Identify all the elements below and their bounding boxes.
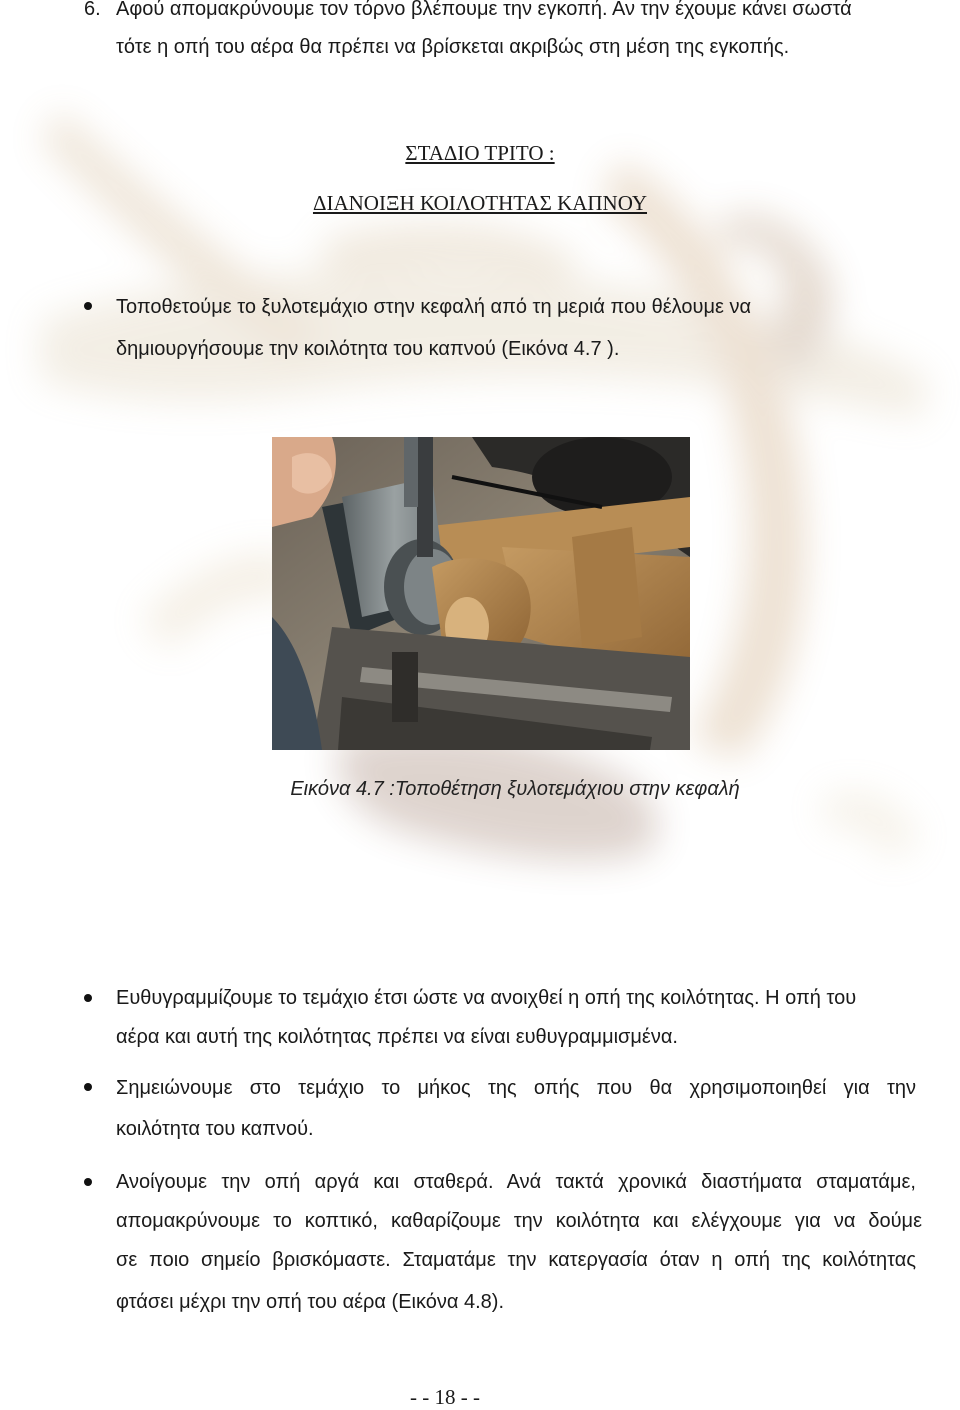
bullet-marker [84, 1178, 92, 1186]
bullet2-line-1: Ευθυγραμμίζουμε το τεμάχιο έτσι ώστε να ανοιχθεί η οπή της κοιλότητας. Η οπή του [116, 987, 857, 1009]
figure-caption: Εικόνα 4.7 :Τοποθέτηση ξυλοτεμάχιου στην κεφαλή [290, 778, 740, 800]
bullet3-line-1: Σημειώνουμε στο τεμάχιο το μήκος της οπής που θα χρησιμοποιηθεί για την [116, 1077, 916, 1099]
step-number: 6. [84, 0, 101, 20]
bullet2-line-2: αέρα και αυτή της κοιλότητας πρέπει να είναι ευθυγραμμισμένα. [116, 1026, 678, 1048]
bullet1-line-1: Τοποθετούμε το ξυλοτεμάχιο στην κεφαλή από τη μεριά που θέλουμε να [116, 296, 751, 318]
bullet4-line-3: σε ποιο σημείο βρισκόμαστε. Σταματάμε την κατεργασία όταν η οπή της κοιλότητας [116, 1249, 916, 1271]
stage-subtitle: ΔΙΑΝΟΙΞΗ ΚΟΙΛΟΤΗΤΑΣ ΚΑΠΝΟΥ [312, 191, 648, 215]
lathe-chuck-photo [272, 437, 690, 750]
stage-title [0, 140, 960, 166]
bullet-marker [84, 994, 92, 1002]
bullet4-line-2: απομακρύνουμε το κοπτικό, καθαρίζουμε την κοιλότητα και ελέγχουμε για να δούμε [116, 1210, 922, 1232]
bullet3-line-2: κοιλότητα του καπνού. [116, 1118, 314, 1140]
stage-title-text: ΣΤΑΔΙΟ ΤΡΙΤΟ : [405, 141, 555, 165]
bullet-marker [84, 302, 92, 310]
bullet-marker [84, 1083, 92, 1091]
step6-line-2: τότε η οπή του αέρα θα πρέπει να βρίσκεται ακριβώς στη μέση της εγκοπής. [116, 36, 790, 58]
bullet4-line-1: Ανοίγουμε την οπή αργά και σταθερά. Ανά τακτά χρονικά διαστήματα σταματάμε, [116, 1171, 916, 1193]
figure-photo [272, 437, 690, 750]
bullet4-line-4: φτάσει μέχρι την οπή του αέρα (Εικόνα 4.8). [116, 1291, 505, 1313]
bullet1-line-2: δημιουργήσουμε την κοιλότητα του καπνού (Εικόνα 4.7 ). [116, 338, 620, 360]
step6-line-1: Αφού απομακρύνουμε τον τόρνο βλέπουμε την εγκοπή. Αν την έχουμε κάνει σωστά [116, 0, 852, 20]
page-number: - - 18 - - [410, 1385, 480, 1409]
